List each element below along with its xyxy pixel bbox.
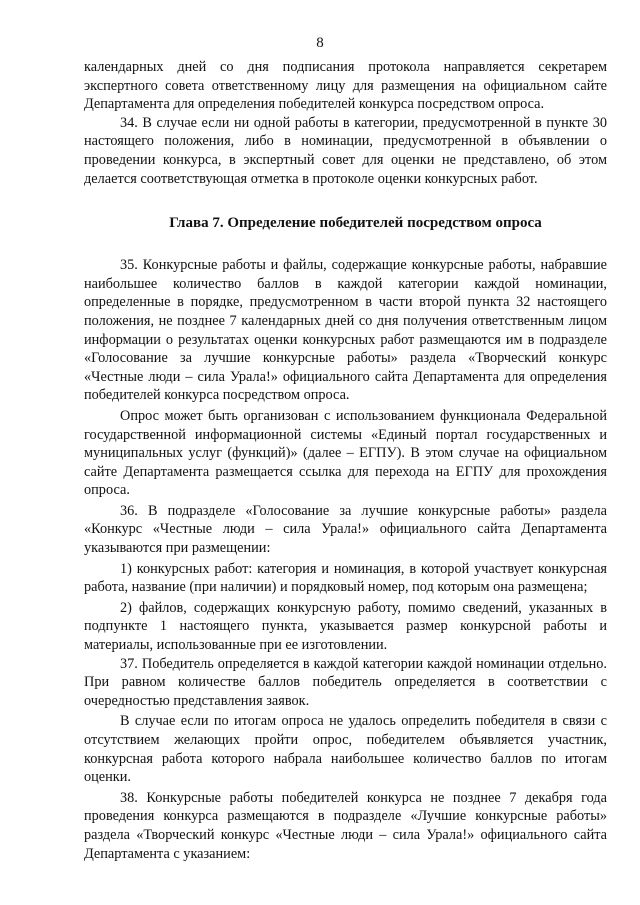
paragraph-35: 35. Конкурсные работы и файлы, содержащие конкурсные работы, набравшие наибольшее количество баллов в каждой категории каждой номинации, определенные в порядке, предусмотренном в части второй пункта 32 настоящего положения, не позднее 7 календарных дней со дня получения ответственным лицом информации о результатах оценки конкурсных работ размещаются им в подразделе «Голосование за лучшие конкурсные работы» раздела «Творческий конкурс «Честные люди – сила Урала!» официального сайта Департамента для определения победителей конкурса посредством опроса. [84,257,607,404]
paragraph-survey: Опрос может быть организован с использованием функционала Федеральной государственной информационной системы «Единый портал государственных и муниципальных услуг (функций)» (далее – ЕГПУ). В этом случае на официальном сайте Департамента размещается ссылка для перехода на ЕГПУ для прохождения опроса. [84,407,607,499]
paragraph-37: 37. Победитель определяется в каждой категории каждой номинации отдельно. При равном количестве баллов победитель определяется в соответствии с очередностью представления заявок. [84,655,607,709]
chapter-title: Глава 7. Определение победителей посредством опроса [169,215,542,232]
paragraph-37-tie: В случае если по итогам опроса не удалось определить победителя в связи с отсутствием желающих пройти опрос, победителем объявляется участник, конкурсная работа которого набрала наибольшее количество баллов по итогам оценки. [84,713,607,786]
page-number: 8 [316,35,324,51]
paragraph-continuation: календарных дней со дня подписания протокола направляется секретарем экспертного совета ответственному лицу для размещения на официальном сайте Департамента для определения победителей конкурса посредством опроса. [84,59,607,113]
paragraph-36: 36. В подразделе «Голосование за лучшие конкурсные работы» раздела «Конкурс «Честные люди – сила Урала!» официального сайта Департамента указываются при размещении: [84,502,607,557]
paragraph-34: 34. В случае если ни одной работы в категории, предусмотренной в пункте 30 настоящего положения, либо в номинации, предусмотренной в объявлении о проведении конкурса, в экспертный совет для оценки не представлено, об этом делается соответствующая отметка в протоколе оценки конкурсных работ. [84,114,607,187]
document-body [84,58,607,863]
paragraph-36-item-1: 1) конкурсных работ: категория и номинация, в которой участвует конкурсная работа, название (при наличии) и порядковый номер, под которым она размещена; [84,560,607,596]
paragraph-36-item-2: 2) файлов, содержащих конкурсную работу, помимо сведений, указанных в подпункте 1 настоящего пункта, указывается размер конкурсной работы и материалы, использованные при ее изготовлении. [84,599,607,654]
paragraph-38: 38. Конкурсные работы победителей конкурса не позднее 7 декабря года проведения конкурса размещаются в подразделе «Лучшие конкурсные работы» раздела «Творческий конкурс «Честные люди – сила Урала!» официального сайта Департамента с указанием: [84,789,607,862]
